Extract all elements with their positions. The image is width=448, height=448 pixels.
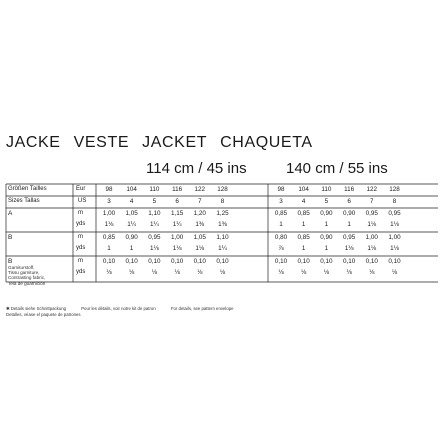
- meters-value: 1,20: [193, 210, 206, 217]
- yards-value: 1: [301, 221, 306, 228]
- yards-value: ⅛: [391, 269, 398, 276]
- yards-value: ⅛: [151, 269, 158, 276]
- size-us: 8: [392, 198, 397, 205]
- size-us: 7: [370, 198, 374, 205]
- size-us: 7: [198, 198, 202, 205]
- yards-value: 1⅜: [218, 221, 227, 228]
- meters-value: 0,10: [320, 258, 333, 265]
- footnote-de: ✱ Details siehe Schnittpackung: [6, 306, 66, 311]
- meters-value: 0,90: [320, 234, 333, 241]
- fabric-width-140: 140 cm / 55 ins: [286, 160, 388, 177]
- meters-value: 0,85: [297, 210, 310, 217]
- unit-yds: yds: [76, 221, 86, 227]
- fabric-width-114: 114 cm / 45 ins: [146, 160, 247, 177]
- meters-value: 0,85: [102, 234, 116, 241]
- view-label: B: [8, 234, 13, 241]
- meters-value: 0,10: [148, 258, 161, 265]
- size-eur: 128: [217, 186, 228, 193]
- meters-value: 0,10: [388, 258, 401, 265]
- yards-value: 1⅛: [104, 221, 114, 228]
- unit-eur: Eur: [76, 186, 86, 192]
- fabric-note: Garniturstoff,: [8, 265, 35, 270]
- meters-value: 1,05: [193, 234, 206, 241]
- yards-value: 1⅛: [195, 245, 205, 252]
- meters-value: 0,10: [193, 258, 206, 265]
- size-label-de-fr: Größen Tailles: [8, 186, 47, 192]
- meters-value: 0,10: [297, 258, 310, 265]
- meters-value: 1,00: [388, 234, 401, 241]
- meters-value: 0,90: [342, 210, 356, 217]
- meters-value: 0,10: [342, 258, 356, 265]
- yards-value: 1⅛: [172, 245, 182, 252]
- meters-value: 1,10: [148, 210, 161, 217]
- yards-value: 1¼: [172, 221, 182, 228]
- meters-value: 0,95: [342, 234, 356, 241]
- yards-value: ⅛: [346, 269, 352, 276]
- size-eur: 128: [389, 186, 400, 193]
- footnote-en: For details, see pattern envelope: [170, 306, 234, 311]
- meters-value: 0,85: [274, 210, 288, 217]
- size-eur: 116: [344, 186, 355, 193]
- meters-value: 1,15: [170, 210, 184, 217]
- size-us: 5: [152, 198, 157, 205]
- footnotes: [6, 306, 426, 318]
- size-us: 6: [347, 198, 351, 205]
- unit-yds: yds: [76, 245, 86, 251]
- yards-value: ⅛: [174, 269, 180, 276]
- size-us: 4: [301, 198, 306, 205]
- yards-value: ⅛: [301, 269, 307, 276]
- yards-value: 1⅛: [344, 245, 354, 252]
- yards-value: ⅛: [106, 269, 112, 276]
- meters-value: 0,10: [274, 258, 288, 265]
- size-eur: 104: [298, 186, 309, 193]
- size-eur: 98: [105, 186, 113, 193]
- yards-value: ⅞: [278, 245, 284, 252]
- size-us: 3: [107, 198, 111, 205]
- size-us: 6: [175, 198, 179, 205]
- yards-value: 1: [347, 221, 351, 228]
- fabric-note: Contrasting fabric,: [8, 275, 46, 281]
- yards-value: ⅛: [323, 269, 330, 276]
- title-en: JACKET: [142, 134, 208, 151]
- size-us: 5: [324, 198, 329, 205]
- meters-value: 0,95: [148, 234, 161, 241]
- yards-value: 1: [324, 221, 329, 228]
- meters-value: 0,90: [320, 210, 333, 217]
- size-eur: 122: [194, 186, 206, 193]
- meters-value: 1,00: [365, 234, 378, 241]
- yards-value: 1: [301, 245, 306, 252]
- yards-value: 1⅛: [367, 221, 377, 228]
- size-label-en-es: Sizes Tallas: [8, 198, 40, 204]
- fabric-note: Tissu garniture,: [8, 270, 40, 276]
- meters-value: 1,05: [125, 210, 138, 217]
- yards-value: 1: [129, 245, 134, 252]
- unit-m: m: [78, 210, 83, 216]
- unit-yds: yds: [76, 269, 86, 275]
- yards-value: 1¼: [150, 221, 159, 228]
- yards-value: ⅛: [278, 269, 284, 276]
- yards-value: 1: [324, 245, 329, 252]
- meters-value: 0,10: [125, 258, 138, 265]
- meters-value: 0,10: [365, 258, 378, 265]
- size-eur: 110: [149, 186, 160, 193]
- yards-value: 1: [279, 221, 283, 228]
- size-us: 3: [279, 198, 283, 205]
- meters-value: 0,10: [170, 258, 184, 265]
- title-de: JACKE: [6, 134, 61, 151]
- meters-value: 1,00: [170, 234, 184, 241]
- meters-value: 0,80: [274, 234, 288, 241]
- yards-value: 1¼: [127, 221, 137, 228]
- view-label: A: [8, 210, 13, 217]
- size-eur: 122: [366, 186, 378, 193]
- meters-value: 0,10: [102, 258, 116, 265]
- unit-m: m: [78, 258, 83, 264]
- yards-value: 1¼: [218, 245, 227, 252]
- yards-value: ⅛: [369, 269, 375, 276]
- meters-value: 0,90: [125, 234, 138, 241]
- fabric-note: Tela de guarnición: [8, 280, 46, 286]
- yards-value: ⅛: [197, 269, 203, 276]
- yards-value: 1: [107, 245, 111, 252]
- footnote-es: Detalles, véase el paquete de patrones: [6, 312, 81, 317]
- meters-value: 1,25: [216, 210, 229, 217]
- footnote-fr: Pour les détails, voir notre kit de patron: [81, 306, 156, 311]
- size-us: 4: [129, 198, 134, 205]
- size-eur: 104: [126, 186, 137, 193]
- size-us: 8: [220, 198, 225, 205]
- yards-value: 1⅛: [150, 245, 159, 252]
- meters-value: 0,95: [365, 210, 378, 217]
- meters-value: 1,10: [216, 234, 229, 241]
- size-eur: 110: [321, 186, 332, 193]
- unit-m: m: [78, 234, 83, 240]
- view-label: B: [8, 258, 13, 265]
- yards-value: ⅛: [129, 269, 135, 276]
- meters-value: 1,00: [102, 210, 116, 217]
- size-eur: 98: [277, 186, 285, 193]
- yards-value: ⅛: [219, 269, 226, 276]
- size-eur: 116: [172, 186, 183, 193]
- meters-value: 0,10: [216, 258, 229, 265]
- title-fr: VESTE: [73, 134, 130, 151]
- title-es: CHAQUETA: [220, 134, 313, 151]
- meters-value: 0,95: [388, 210, 401, 217]
- unit-us: US: [78, 198, 87, 204]
- yards-value: 1⅛: [390, 221, 399, 228]
- yards-value: 1⅛: [390, 245, 399, 252]
- yards-value: 1⅜: [195, 221, 205, 228]
- meters-value: 0,85: [297, 234, 310, 241]
- yards-value: 1⅛: [367, 245, 377, 252]
